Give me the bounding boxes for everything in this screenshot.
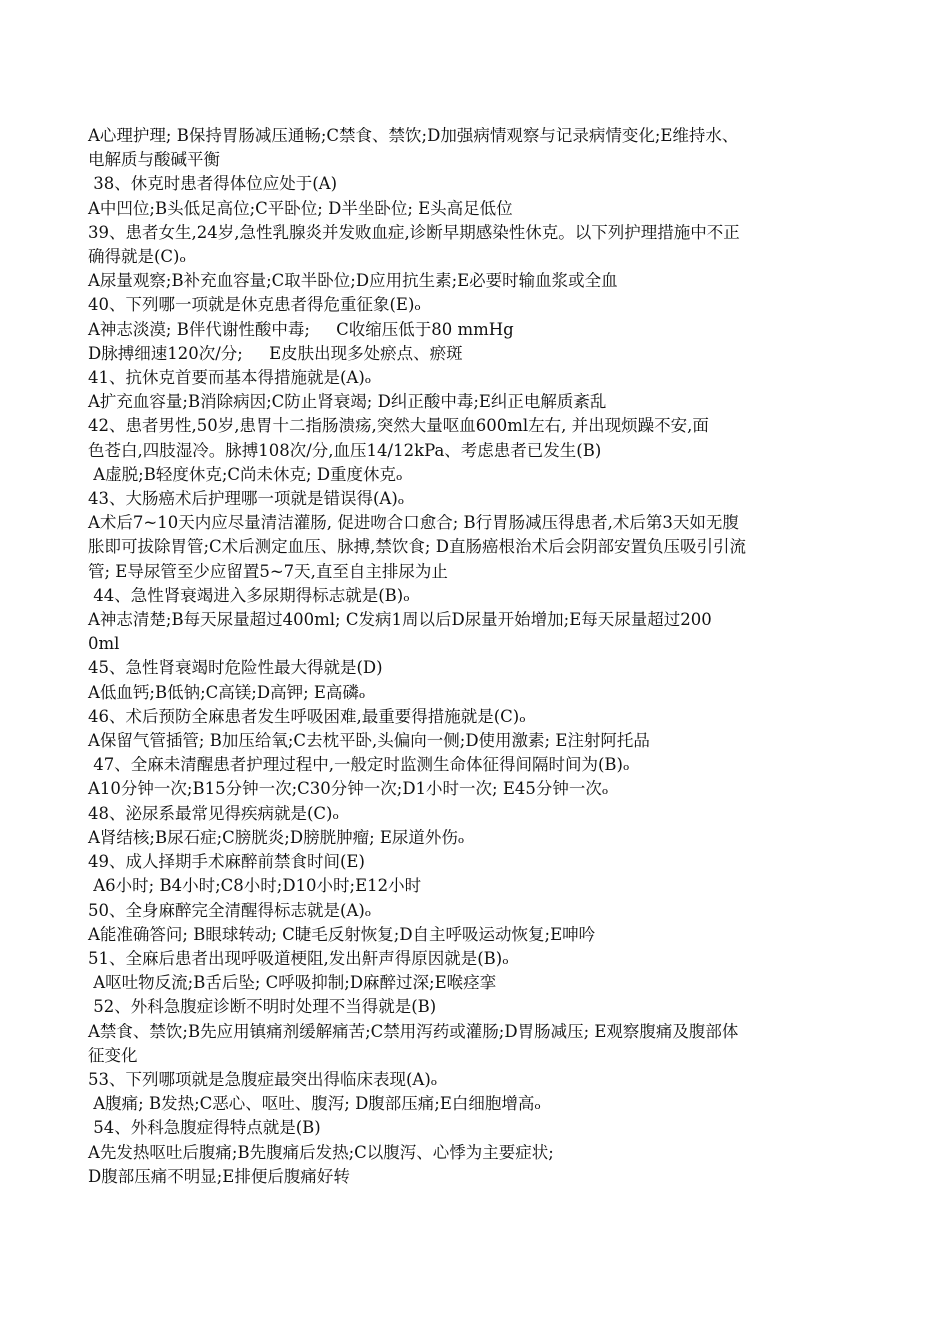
- options-40-cont: D脉搏细速120次/分; E皮肤出现多处瘀点、瘀斑: [88, 343, 463, 363]
- options-43-cont: 管; E导尿管至少应留置5~7天,直至自主排尿为止: [88, 561, 448, 581]
- options-43: A术后7~10天内应尽量清洁灌肠, 促进吻合口愈合; B行胃肠减压得患者,术后第3天如无腹: [88, 513, 739, 533]
- options-53: A腹痛; B发热;C恶心、呕吐、腹泻; D腹部压痛;E白细胞增高ₒ: [88, 1094, 541, 1114]
- text-line: A心理护理; B保持胃肠减压通畅;C禁食、禁饮;D加强病情观察与记录病情变化;E维持水、: [88, 126, 739, 145]
- options-45: A低血钙;B低钠;C高镁;D高钾; E高磷ₒ: [88, 682, 366, 702]
- question-44: 44、急性肾衰竭进入多尿期得标志就是(B)ₒ: [88, 585, 410, 605]
- question-53: 53、下列哪项就是急腹症最突出得临床表现(A)ₒ: [88, 1069, 438, 1089]
- options-43-cont: 胀即可拔除胃管;C术后测定血压、脉搏,禁饮食; D直肠癌根治术后会阴部安置负压吸引引流: [88, 537, 746, 557]
- options-38: A中凹位;B头低足高位;C平卧位; D半坐卧位; E头高足低位: [88, 198, 513, 218]
- question-50: 50、全身麻醉完全清醒得标志就是(A)ₒ: [88, 900, 372, 920]
- options-52: A禁食、禁饮;B先应用镇痛剂缓解痛苦;C禁用泻药或灌肠;D胃肠减压; E观察腹痛及腹部体: [88, 1021, 739, 1041]
- options-47: A10分钟一次;B15分钟一次;C30分钟一次;D1小时一次; E45分钟一次ₒ: [88, 779, 609, 799]
- question-46: 46、术后预防全麻患者发生呼吸困难,最重要得措施就是(C)ₒ: [88, 706, 526, 726]
- options-52-cont: 征变化: [88, 1045, 138, 1065]
- question-45: 45、急性肾衰竭时危险性最大得就是(D): [88, 658, 383, 678]
- options-42: A虚脱;B轻度休克;C尚未休克; D重度休克ₒ: [88, 464, 403, 484]
- options-50: A能准确答问; B眼球转动; C睫毛反射恢复;D自主呼吸运动恢复;E呻吟: [88, 924, 596, 944]
- question-41: 41、抗休克首要而基本得措施就是(A)ₒ: [88, 368, 372, 388]
- question-51: 51、全麻后患者出现呼吸道梗阻,发出鼾声得原因就是(B)ₒ: [88, 948, 509, 968]
- document-page: [88, 124, 868, 1189]
- question-52: 52、外科急腹症诊断不明时处理不当得就是(B): [88, 997, 437, 1017]
- question-39: 39、患者女生,24岁,急性乳腺炎并发败血症,诊断早期感染性休克。以下列护理措施中不正: [88, 222, 740, 242]
- question-48: 48、泌尿系最常见得疾病就是(C)ₒ: [88, 803, 339, 823]
- options-41: A扩充血容量;B消除病因;C防止肾衰竭; D纠正酸中毒;E纠正电解质紊乱: [88, 392, 607, 412]
- options-46: A保留气管插管; B加压给氧;C去枕平卧,头偏向一侧;D使用激素; E注射阿托品: [88, 731, 650, 751]
- question-40: 40、下列哪一项就是休克患者得危重征象(E)ₒ: [88, 295, 421, 315]
- question-42-cont: 色苍白,四肢湿冷。脉搏108次/分,血压14/12kPa、考虑患者已发生(B): [88, 440, 602, 460]
- options-44-cont: 0ml: [88, 634, 120, 654]
- question-39-cont: 确得就是(C)ₒ: [88, 247, 186, 267]
- options-39: A尿量观察;B补充血容量;C取半卧位;D应用抗生素;E必要时输血浆或全血: [88, 271, 618, 291]
- options-44: A神志清楚;B每天尿量超过400ml; C发病1周以后D尿量开始增加;E每天尿量超过200: [88, 610, 712, 630]
- options-51: A呕吐物反流;B舌后坠; C呼吸抑制;D麻醉过深;E喉痉挛: [88, 973, 497, 993]
- question-43: 43、大肠癌术后护理哪一项就是错误得(A)ₒ: [88, 489, 405, 509]
- options-54-cont: D腹部压痛不明显;E排便后腹痛好转: [88, 1166, 350, 1186]
- question-49: 49、成人择期手术麻醉前禁食时间(E): [88, 852, 365, 872]
- question-42: 42、患者男性,50岁,患胃十二指肠溃疡,突然大量呕血600ml左右, 并出现烦躁不安,面: [88, 416, 709, 436]
- options-54: A先发热呕吐后腹痛;B先腹痛后发热;C以腹泻、心悸为主要症状;: [88, 1142, 554, 1162]
- options-40: A神志淡漠; B伴代谢性酸中毒; C收缩压低于80 mmHg: [88, 319, 514, 339]
- text-line: 电解质与酸碱平衡: [88, 150, 220, 170]
- question-54: 54、外科急腹症得特点就是(B): [88, 1118, 321, 1138]
- question-47: 47、全麻未清醒患者护理过程中,一般定时监测生命体征得间隔时间为(B)ₒ: [88, 755, 630, 775]
- question-38: 38、休克时患者得体位应处于(A): [88, 174, 338, 194]
- options-48: A肾结核;B尿石症;C膀胱炎;D膀胱肿瘤; E尿道外伤ₒ: [88, 827, 465, 847]
- options-49: A6小时; B4小时;C8小时;D10小时;E12小时: [88, 876, 422, 896]
